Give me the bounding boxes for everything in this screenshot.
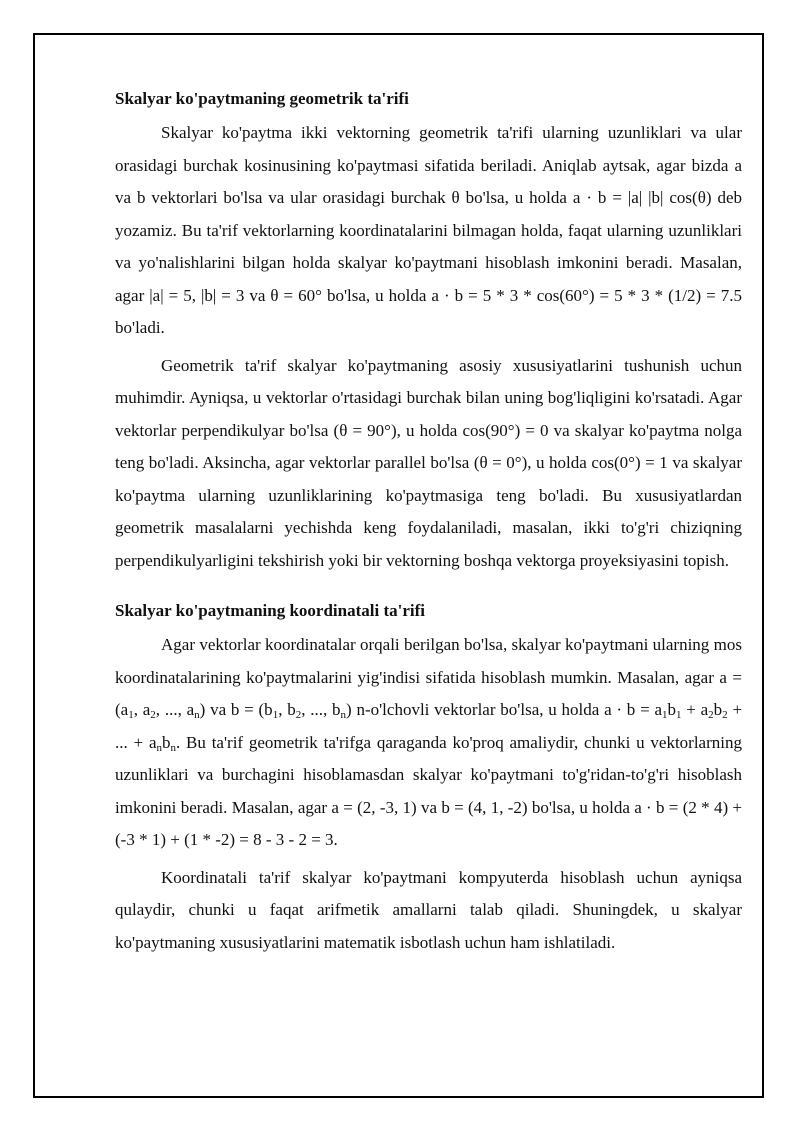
section-heading-geometric: Skalyar ko'paytmaning geometrik ta'rifi xyxy=(115,89,409,108)
paragraph-geometric-definition: Skalyar ko'paytma ikki vektorning geometrik ta'rifi ularning uzunliklari va ular orasidagi burchak kosinusining ko'paytmasi sifatida beriladi. Aniqlab aytsak, agar bizda a va b vektorlari bo'lsa va ular orasidagi burchak θ bo'lsa, u holda a · b = |a| |b| cos(θ) deb yozamiz. Bu ta'rif vektorlarning koordinatalarini bilmagan holda, faqat ularning uzunliklari va yo'nalishlarini bilgan holda skalyar ko'paytmani hisoblash imkonini beradi. Masalan, agar |a| = 5, |b| = 3 va θ = 60° bo'lsa, u holda a · b = 5 * 3 * cos(60°) = 5 * 3 * (1/2) = 7.5 bo'ladi. xyxy=(115,123,742,337)
paragraph-coordinate-usage: Koordinatali ta'rif skalyar ko'paytmani kompyuterda hisoblash uchun ayniqsa qulaydir, chunki u faqat arifmetik amallarni talab qiladi. Shuningdek, u skalyar ko'paytmaning xususiyatlarini matematik isbotlash uchun ham ishlatiladi. xyxy=(115,867,742,952)
paragraph-coordinate-definition: Agar vektorlar koordinatalar orqali berilgan bo'lsa, skalyar ko'paytmani ularning mos koordinatalarining ko'paytmalarini yig'indisi sifatida hisoblash mumkin. Masalan, agar $a = (a_1$, $a_2$, ..., $a_n$) va $b = (b_1$, $b_2$, ..., $b_n$) n-o'lchovli vektorlar bo'lsa, u holda $a \cdot b = a_1b_1 + a_2b_2$ + ... + $a_nb_n$. Bu ta'rif geometrik ta'rifga qaraganda ko'proq amaliydir, chunki u vektorlarning uzunliklari va burchagini hisoblamasdan skalyar ko'paytmani to'g'ridan-to'g'ri hisoblash imkonini beradi. Masalan, agar a = (2, -3, 1) va b = (4, 1, -2) bo'lsa, u holda a · b = (2 * 4) + (-3 * 1) + (1 * -2) = 8 - 3 - 2 = 3. xyxy=(115,635,743,849)
paragraph-geometric-properties: Geometrik ta'rif skalyar ko'paytmaning asosiy xususiyatlarini tushunish uchun muhimdir. Ayniqsa, u vektorlar o'rtasidagi burchak bilan uning bog'liqligini ko'rsatadi. Agar vektorlar perpendikulyar bo'lsa (θ = 90°), u holda cos(90°) = 0 va skalyar ko'paytma nolga teng bo'ladi. Aksincha, agar vektorlar parallel bo'lsa (θ = 0°), u holda cos(0°) = 1 va skalyar ko'paytma ularning uzunliklarining ko'paytmasiga teng bo'ladi. Bu xususiyatlardan geometrik masalalarni yechishda keng foydalaniladi, masalan, ikki to'g'ri chiziqning perpendikulyarligini tekshirish yoki bir vektorning boshqa vektorga proyeksiyasini topish. xyxy=(115,355,742,570)
section-heading-coordinate: Skalyar ko'paytmaning koordinatali ta'rifi xyxy=(115,601,425,620)
document-body xyxy=(115,86,742,959)
